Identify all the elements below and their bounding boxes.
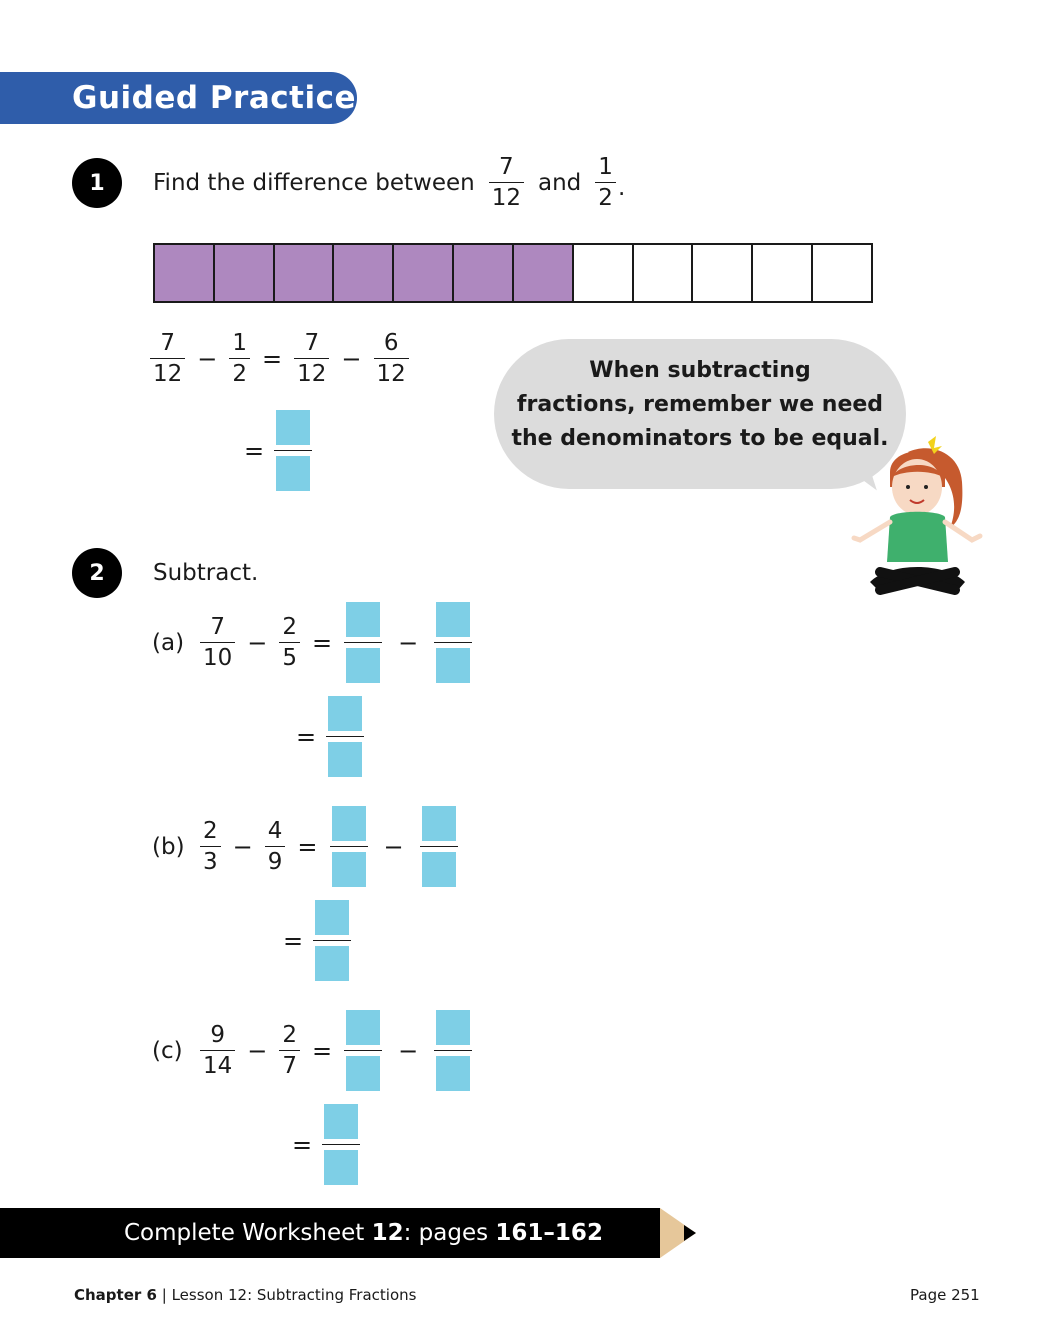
denominator: 12 (150, 358, 185, 386)
fraction-line (434, 1050, 472, 1051)
minus-sign: − (232, 832, 253, 861)
q1-eq-fraction-1 (150, 332, 185, 386)
fraction-line (330, 846, 368, 847)
q1-and: and (538, 170, 582, 196)
denominator-answer-box[interactable] (332, 852, 366, 887)
page-footer-left (74, 1286, 416, 1304)
minus-sign: − (247, 1036, 268, 1065)
bar-cell-shaded (334, 245, 394, 301)
q1-equation (150, 332, 409, 386)
numerator-answer-box[interactable] (346, 1010, 380, 1045)
q1-eq-fraction-4 (374, 332, 409, 386)
denominator-answer-box[interactable] (315, 946, 349, 981)
chapter-label: Chapter 6 (74, 1286, 157, 1304)
fraction-line (344, 1050, 382, 1051)
answer-fraction-blank[interactable] (344, 1010, 382, 1091)
pencil-lead-icon (684, 1225, 696, 1241)
denominator: 2 (229, 358, 250, 386)
answer-fraction-blank[interactable] (434, 1010, 472, 1091)
bubble-line-1: When subtracting (589, 358, 811, 383)
denominator: 12 (489, 182, 524, 210)
bar-cell-empty (813, 245, 871, 301)
answer-fraction-blank[interactable] (420, 806, 458, 887)
answer-fraction-blank[interactable] (326, 696, 364, 777)
denominator-answer-box[interactable] (436, 1056, 470, 1091)
minus-sign: − (341, 345, 362, 373)
denominator-answer-box[interactable] (346, 1056, 380, 1091)
q2-part-row (152, 602, 472, 683)
part-fraction-1 (200, 1021, 235, 1079)
q1-answer-row (244, 410, 312, 491)
q2-part-row (152, 806, 458, 887)
denominator: 7 (279, 1050, 300, 1078)
fraction-line (420, 846, 458, 847)
denominator: 9 (265, 846, 286, 874)
answer-fraction-blank[interactable] (434, 602, 472, 683)
numerator-answer-box[interactable] (436, 602, 470, 637)
q1-fraction-b (595, 156, 616, 210)
fraction-line (274, 450, 312, 451)
lesson-label: Lesson 12: Subtracting Fractions (171, 1286, 417, 1304)
numerator: 4 (267, 817, 283, 844)
numerator: 9 (210, 1021, 225, 1048)
numerator: 2 (203, 817, 218, 844)
part-fraction-1 (200, 613, 235, 671)
question-number-2: 2 (72, 548, 122, 598)
denominator-answer-box[interactable] (324, 1150, 358, 1185)
q1-prompt: Find the difference between (153, 170, 475, 196)
bar-cell-empty (693, 245, 753, 301)
question-number-1: 1 (72, 158, 122, 208)
numerator: 7 (210, 613, 225, 640)
part-label: (b) (152, 833, 185, 860)
part-fraction-2 (265, 817, 286, 875)
numerator-answer-box[interactable] (332, 806, 366, 841)
denominator: 12 (294, 358, 329, 386)
part-label: (c) (152, 1037, 183, 1064)
numerator: 2 (282, 613, 298, 640)
minus-sign: − (398, 628, 419, 657)
numerator-answer-box[interactable] (346, 602, 380, 637)
denominator: 10 (200, 642, 235, 670)
worksheet-number: 12 (371, 1220, 404, 1246)
denominator: 14 (200, 1050, 235, 1078)
worksheet-mid: : pages (403, 1220, 496, 1246)
equals-sign: = (292, 1130, 313, 1159)
girl-character-illustration (850, 432, 985, 597)
denominator: 2 (595, 182, 616, 210)
answer-fraction-blank[interactable] (322, 1104, 360, 1185)
numerator: 7 (304, 330, 320, 356)
worksheet-pages: 161–162 (495, 1220, 603, 1246)
answer-fraction-blank[interactable] (274, 410, 312, 491)
numerator: 1 (232, 330, 248, 356)
denominator-answer-box[interactable] (436, 648, 470, 683)
equals-sign: = (296, 722, 317, 751)
bar-cell-empty (753, 245, 813, 301)
worksheet-pre: Complete Worksheet (124, 1220, 372, 1246)
separator: | (161, 1286, 167, 1304)
minus-sign: − (247, 628, 268, 657)
section-title: Guided Practice (72, 80, 356, 116)
bar-cell-empty (574, 245, 634, 301)
bar-cell-shaded (454, 245, 514, 301)
bar-cell-shaded (514, 245, 574, 301)
q1-prompt-row (153, 156, 625, 210)
numerator-answer-box[interactable] (315, 900, 349, 935)
denominator: 5 (279, 642, 300, 670)
q2-result-row (283, 900, 351, 981)
answer-fraction-blank[interactable] (344, 602, 382, 683)
equals-sign: = (312, 1036, 333, 1065)
equals-sign: = (262, 345, 283, 373)
bubble-line-3: the denominators to be equal. (511, 426, 889, 451)
answer-fraction-blank[interactable] (313, 900, 351, 981)
equals-sign: = (283, 926, 304, 955)
q2-result-row (296, 696, 364, 777)
bar-cell-empty (634, 245, 694, 301)
numerator: 7 (499, 154, 514, 180)
part-fraction-1 (200, 817, 221, 875)
fraction-line (434, 642, 472, 643)
fraction-line (313, 940, 351, 941)
answer-fraction-blank[interactable] (330, 806, 368, 887)
numerator-answer-box[interactable] (328, 696, 362, 731)
fraction-line (326, 736, 364, 737)
fraction-line (322, 1144, 360, 1145)
worksheet-text (124, 1220, 603, 1246)
q1-period: . (617, 175, 626, 201)
bubble-line-2: fractions, remember we need (516, 392, 884, 417)
q2-result-row (292, 1104, 360, 1185)
part-fraction-2 (279, 613, 300, 671)
bar-cell-shaded (394, 245, 454, 301)
worksheet-bar (0, 1208, 660, 1258)
bar-cell-shaded (275, 245, 335, 301)
denominator: 3 (200, 846, 221, 874)
minus-sign: − (383, 832, 404, 861)
speech-bubble-text (510, 354, 890, 456)
bar-cell-shaded (155, 245, 215, 301)
section-banner (0, 72, 357, 124)
bar-cell-shaded (215, 245, 275, 301)
q1-eq-fraction-2 (229, 332, 250, 386)
q2-part-row (152, 1010, 472, 1091)
q1-eq-fraction-3 (294, 332, 329, 386)
numerator: 7 (160, 330, 175, 356)
fraction-bar-model (153, 243, 873, 303)
numerator-answer-box[interactable] (422, 806, 456, 841)
minus-sign: − (197, 345, 218, 373)
numerator-answer-box[interactable] (276, 410, 310, 445)
numerator: 1 (598, 154, 613, 180)
numerator-answer-box[interactable] (324, 1104, 358, 1139)
page-number: Page 251 (910, 1286, 980, 1304)
denominator: 12 (374, 358, 409, 386)
denominator-answer-box[interactable] (276, 456, 310, 491)
equals-sign: = (297, 832, 318, 861)
denominator-answer-box[interactable] (328, 742, 362, 777)
numerator: 6 (383, 330, 399, 356)
q2-prompt: Subtract. (153, 560, 259, 586)
fraction-line (344, 642, 382, 643)
minus-sign: − (398, 1036, 419, 1065)
denominator-answer-box[interactable] (346, 648, 380, 683)
part-fraction-2 (279, 1021, 300, 1079)
denominator-answer-box[interactable] (422, 852, 456, 887)
numerator: 2 (282, 1021, 298, 1048)
part-label: (a) (152, 629, 185, 656)
equals-sign: = (312, 628, 333, 657)
q1-fraction-a (489, 156, 524, 210)
numerator-answer-box[interactable] (436, 1010, 470, 1045)
equals-sign: = (244, 436, 265, 465)
